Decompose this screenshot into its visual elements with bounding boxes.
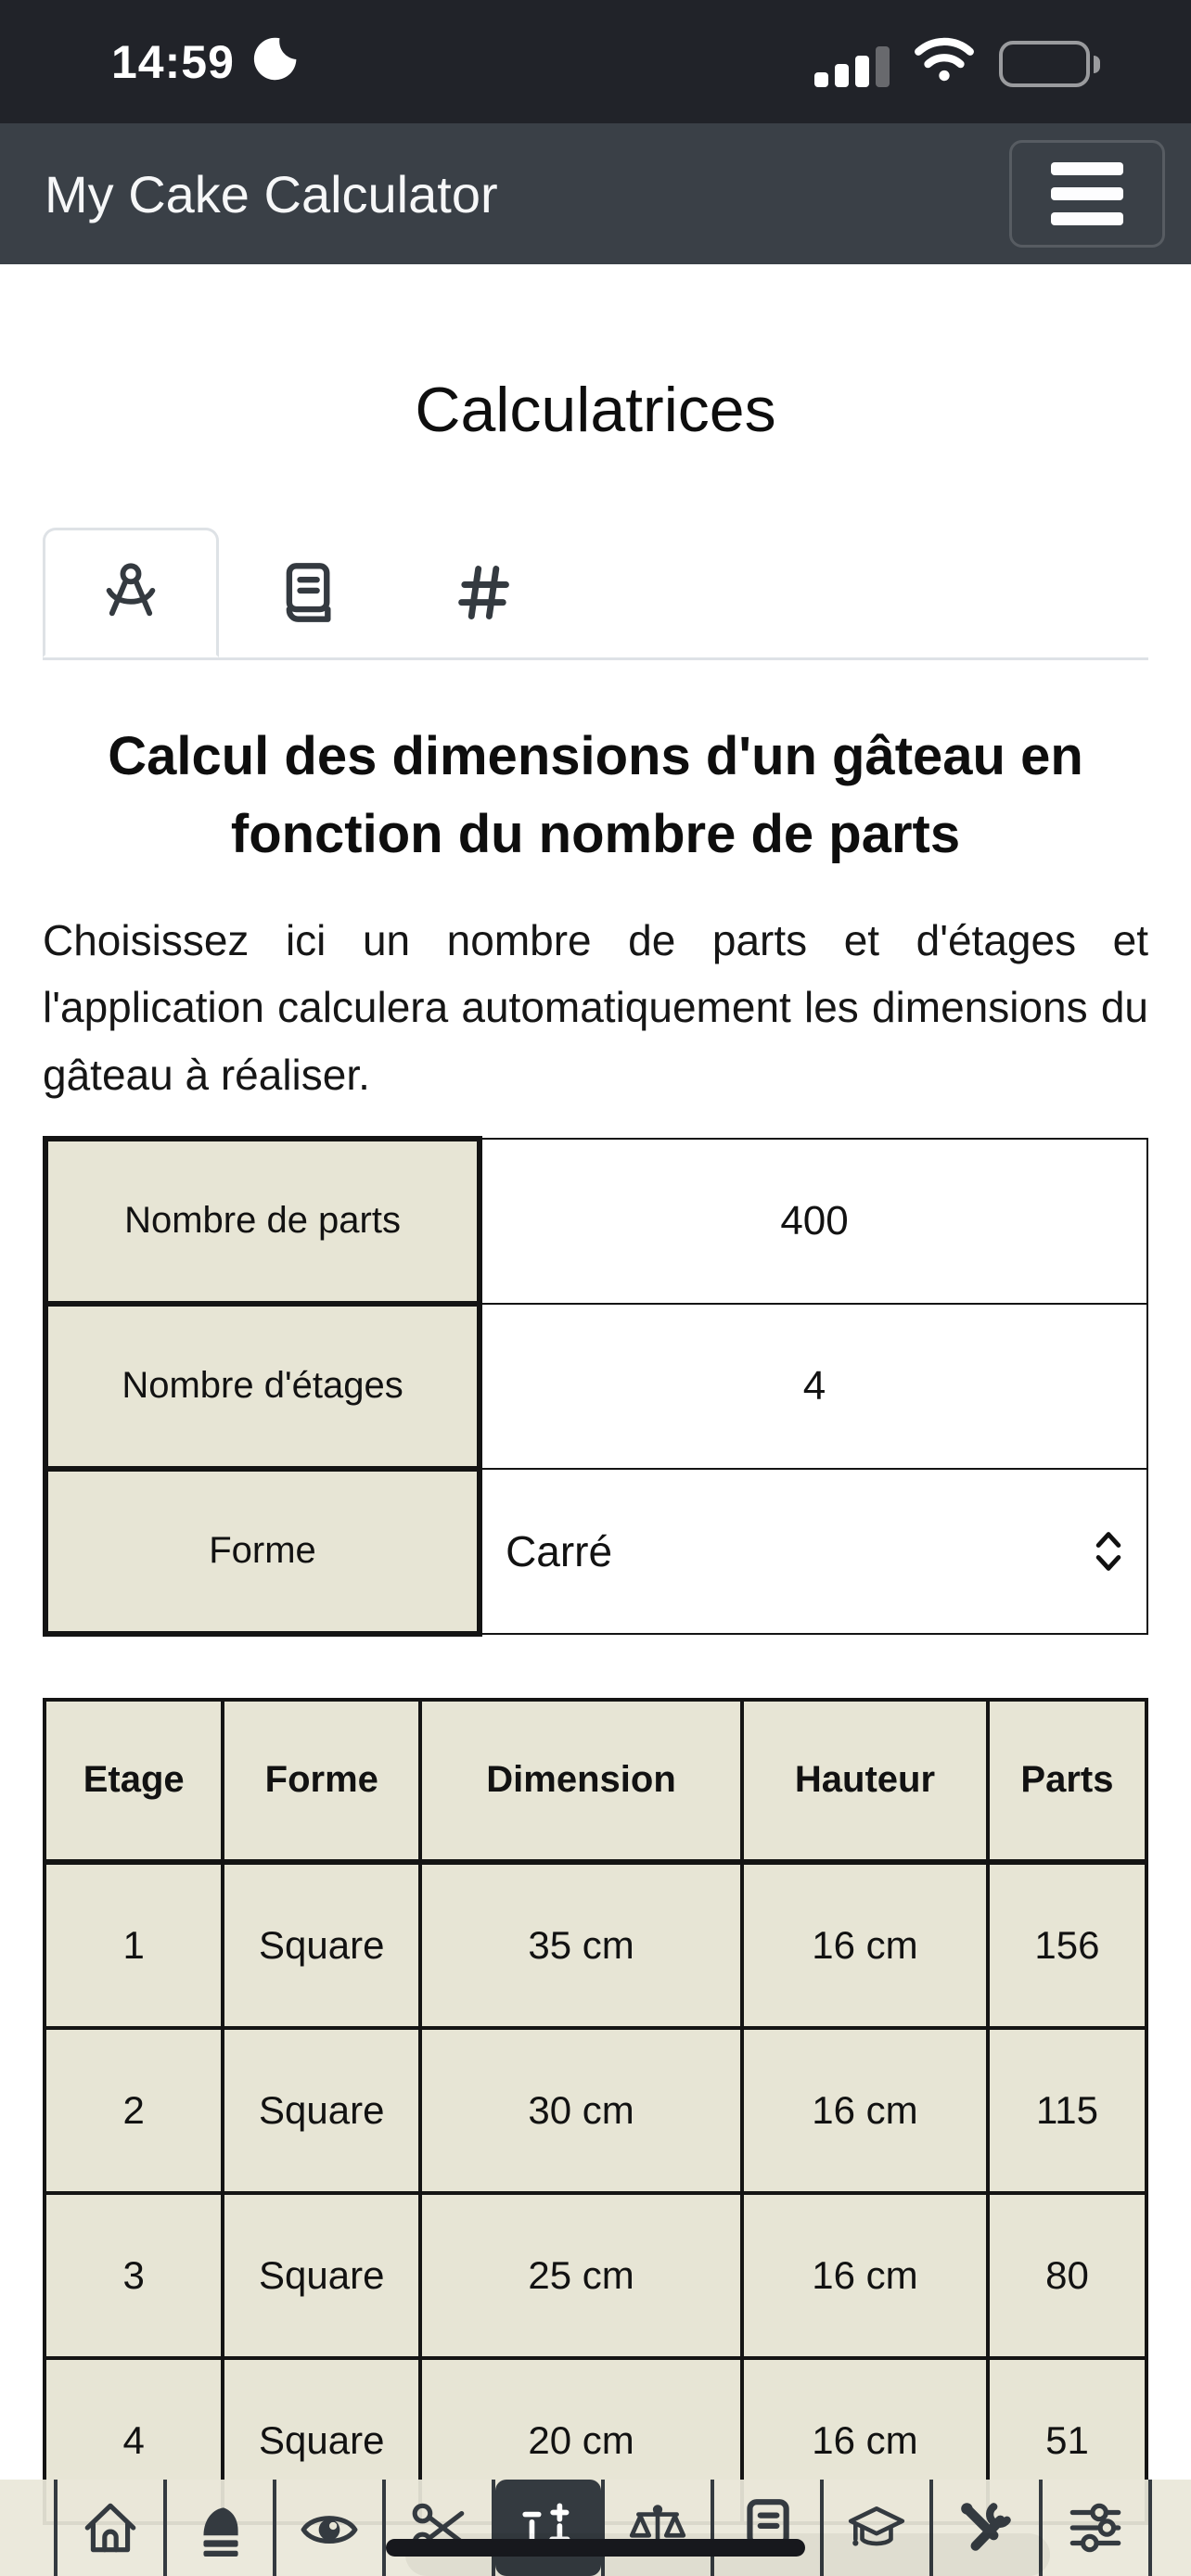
- home-icon: [80, 2497, 141, 2558]
- table-row: 1 Square 35 cm 16 cm 156: [45, 1862, 1146, 2028]
- table-row: 3 Square 25 cm 16 cm 80: [45, 2193, 1146, 2358]
- table-row: [45, 1304, 1147, 1469]
- table-row: [45, 1469, 1147, 1634]
- menu-toggler-button[interactable]: [1009, 140, 1165, 248]
- col-forme: Forme: [223, 1700, 420, 1862]
- toolbar-item-eye[interactable]: [276, 2480, 382, 2576]
- tab-recipes[interactable]: [219, 528, 395, 657]
- wifi-icon: [914, 36, 975, 87]
- tab-numbers[interactable]: [395, 528, 571, 657]
- table-row: 4 Square 20 cm 16 cm 51: [45, 2358, 1146, 2523]
- moon-icon: [250, 35, 298, 88]
- bottom-toolbar: [0, 2480, 1191, 2576]
- home-indicator[interactable]: [386, 2539, 805, 2557]
- shape-select-value: Carré: [506, 1526, 613, 1575]
- journal-icon: [275, 561, 339, 624]
- page-title: Calculatrices: [415, 375, 776, 445]
- status-right: [814, 36, 1100, 87]
- hash-icon: [452, 561, 515, 624]
- cellular-signal-icon: [814, 46, 890, 87]
- app-navbar: [0, 123, 1191, 264]
- table-row: [45, 1139, 1147, 1304]
- cake-icon: [189, 2497, 250, 2558]
- tab-cake-dimensions[interactable]: [43, 528, 219, 657]
- status-time: 14:59: [111, 35, 235, 88]
- parts-label: Nombre de parts: [45, 1139, 480, 1304]
- col-parts: Parts: [988, 1700, 1146, 1862]
- battery-icon: [999, 41, 1100, 87]
- col-hauteur: Hauteur: [742, 1700, 988, 1862]
- tab-bar: [43, 528, 1148, 660]
- status-left: [111, 35, 298, 89]
- parts-input[interactable]: [508, 1197, 1121, 1245]
- shape-select[interactable]: [483, 1526, 1146, 1576]
- col-etage: Etage: [45, 1700, 223, 1862]
- eye-icon: [299, 2497, 360, 2558]
- tiers-input[interactable]: [508, 1362, 1121, 1410]
- status-bar: [0, 0, 1191, 123]
- hamburger-icon: [1051, 162, 1123, 175]
- sliders-horizontal-icon: [1065, 2497, 1126, 2558]
- navbar-title: My Cake Calculator: [45, 164, 498, 223]
- tiers-label: Nombre d'étages: [45, 1304, 480, 1469]
- results-table: [43, 1698, 1148, 2525]
- toolbar-item-settings[interactable]: [1043, 2480, 1148, 2576]
- input-table: [43, 1136, 1148, 1637]
- main-content: [0, 374, 1191, 2525]
- results-header-row: [45, 1700, 1146, 1862]
- col-dimension: Dimension: [420, 1700, 742, 1862]
- toolbar-item-cake[interactable]: [167, 2480, 273, 2576]
- chevron-up-down-icon: [1090, 1527, 1127, 1575]
- shape-label: Forme: [45, 1469, 480, 1634]
- calculator-heading: Calcul des dimensions d'un gâteau en fonction du nombre de parts: [108, 726, 1083, 865]
- calculator-description: Choisissez ici un nombre de parts et d'étages et l'application calculera automatiquement les dimensions du gâteau à réaliser.: [43, 916, 1148, 1099]
- table-row: 2 Square 30 cm 16 cm 115: [45, 2028, 1146, 2193]
- drafting-compass-icon: [99, 561, 162, 624]
- toolbar-item-home[interactable]: [58, 2480, 163, 2576]
